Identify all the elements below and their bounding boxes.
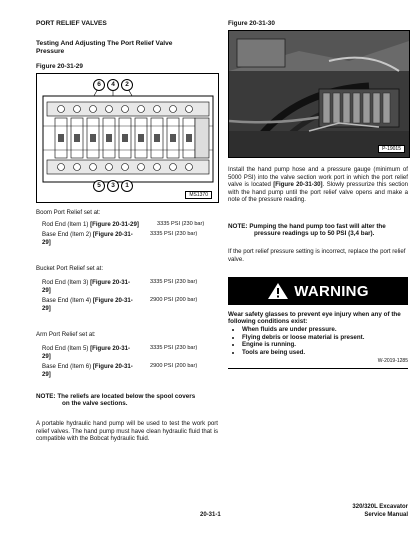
bucket-header: Bucket Port Relief set at: bbox=[36, 265, 104, 272]
replace-paragraph: If the port relief pressure setting is incorrect, replace the port relief valve. bbox=[228, 248, 406, 263]
row-value: 3335 PSI (230 bar) bbox=[157, 221, 205, 227]
row-label: Rod End (Item 5) bbox=[42, 345, 91, 352]
figure-ref: [Figure 20-31- bbox=[92, 297, 133, 304]
valve-photo bbox=[228, 30, 410, 158]
note-line-2: pressure readings up to 50 PSI (3,4 bar). bbox=[254, 230, 375, 238]
figure-ref: [Figure 20-31- bbox=[92, 231, 133, 238]
figure-ref-end: 29] bbox=[42, 286, 51, 294]
footer-manual: Service Manual bbox=[364, 512, 408, 518]
row-value: 3335 PSI (230 bar) bbox=[150, 279, 198, 285]
callout-4: 4 bbox=[107, 79, 119, 91]
note-line-2: on the valve sections. bbox=[62, 400, 128, 408]
figure-ref-end: 29] bbox=[42, 370, 51, 378]
install-text: Install the hand pump hose and a pressure gauge (minimum of 5000 PSI) into the valve section work port in which the port relief valve is located bbox=[228, 166, 408, 189]
install-paragraph bbox=[228, 166, 408, 204]
row-value: 3335 PSI (230 bar) bbox=[150, 231, 198, 237]
bucket-row-rod bbox=[42, 279, 218, 295]
warning-item: • When fluids are under pressure. bbox=[242, 326, 408, 334]
photo-id: P-19015 bbox=[378, 145, 405, 153]
row-label: Rod End (Item 1) bbox=[42, 221, 91, 228]
row-label: Base End (Item 4) bbox=[42, 297, 93, 304]
install-text-end: . Slowly pressurize this section with the hand pump until the port relief valve opens and make a note of the pressure reading. bbox=[228, 181, 409, 204]
arm-header: Arm Port Relief set at: bbox=[36, 331, 96, 338]
callout-2: 2 bbox=[121, 79, 133, 91]
warning-code: W-2019-1285 bbox=[377, 358, 408, 364]
valve-diagram bbox=[36, 73, 219, 203]
row-label: Base End (Item 6) bbox=[42, 363, 93, 370]
warning-list bbox=[228, 326, 408, 356]
figure-caption-left: Figure 20-31-29 bbox=[36, 63, 83, 70]
warning-triangle-icon bbox=[267, 282, 289, 300]
page-number: 20-31-1 bbox=[200, 512, 221, 518]
callout-3: 3 bbox=[107, 180, 119, 192]
note-reliefs bbox=[36, 393, 220, 408]
boom-header: Boom Port Relief set at: bbox=[36, 209, 101, 216]
boom-row-base bbox=[42, 231, 218, 247]
photo-drawing bbox=[229, 31, 409, 157]
arm-row-rod bbox=[42, 345, 218, 361]
figure-ref: [Figure 20-31- bbox=[90, 279, 131, 286]
subsection-title: Testing And Adjusting The Port Relief Valve Pressure bbox=[36, 40, 173, 55]
warning-item: • Engine is running. bbox=[242, 341, 408, 349]
figure-ref: [Figure 20-31-30] bbox=[273, 181, 323, 189]
warning-divider bbox=[228, 368, 408, 369]
warning-text: Wear safety glasses to prevent eye injury when any of the following conditions exist: bbox=[228, 311, 401, 326]
figure-id: MS1370 bbox=[185, 191, 212, 199]
boom-row-rod bbox=[42, 221, 218, 230]
row-label: Base End (Item 2) bbox=[42, 231, 93, 238]
figure-ref-end: 29] bbox=[42, 304, 51, 312]
hand-pump-paragraph: A portable hydraulic hand pump will be used to test the work port relief valves. The hand pump must have clean hydraulic fluid that is compatible with the Bobcat hydraulic fluid. bbox=[36, 420, 218, 443]
figure-ref: [Figure 20-31- bbox=[90, 345, 131, 352]
figure-ref: [Figure 20-31- bbox=[92, 363, 133, 370]
footer-model: 320/320L Excavator bbox=[352, 504, 408, 510]
callout-6: 6 bbox=[93, 79, 105, 91]
figure-ref: [Figure 20-31-29] bbox=[90, 221, 139, 228]
callout-1: 1 bbox=[121, 180, 133, 192]
figure-caption-right: Figure 20-31-30 bbox=[228, 20, 275, 27]
note-line-1: NOTE: The reliefs are located below the spool covers bbox=[36, 393, 196, 400]
warning-item: • Flying debris or loose material is present. bbox=[242, 334, 408, 342]
figure-ref-end: 29] bbox=[42, 352, 51, 360]
arm-row-base bbox=[42, 363, 218, 379]
row-value: 2900 PSI (200 bar) bbox=[150, 363, 198, 369]
callout-5: 5 bbox=[93, 180, 105, 192]
section-title: PORT RELIEF VALVES bbox=[36, 20, 107, 27]
warning-item: • Tools are being used. bbox=[242, 349, 408, 357]
figure-ref-end: 29] bbox=[42, 238, 51, 246]
warning-banner bbox=[228, 277, 408, 305]
row-value: 2900 PSI (200 bar) bbox=[150, 297, 198, 303]
note-pumping bbox=[228, 223, 412, 238]
bucket-row-base bbox=[42, 297, 218, 313]
row-label: Rod End (Item 3) bbox=[42, 279, 91, 286]
note-line-1: NOTE: Pumping the hand pump too fast will alter the bbox=[228, 223, 386, 230]
row-value: 3335 PSI (230 bar) bbox=[150, 345, 198, 351]
warning-title: WARNING bbox=[294, 282, 369, 300]
